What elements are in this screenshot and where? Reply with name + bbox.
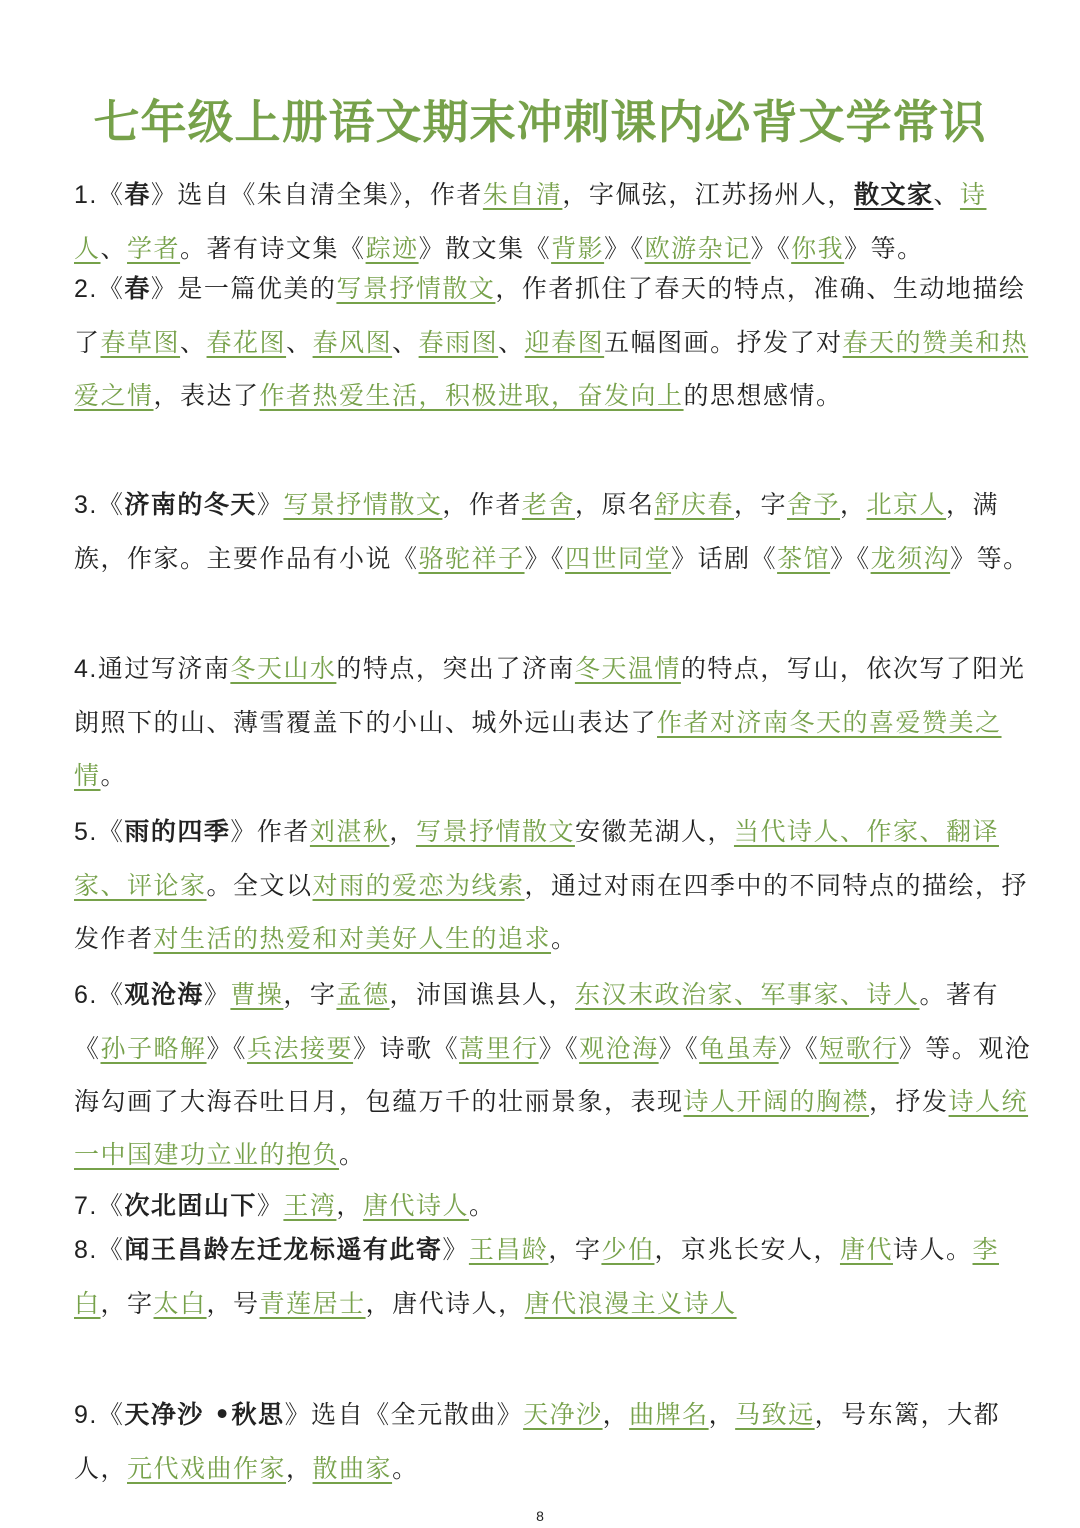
highlighted-term: 当代诗人、作家、翻译家、评论家	[74, 817, 999, 900]
highlighted-term: 老舍	[521, 490, 575, 519]
item-number: 7.	[74, 1192, 98, 1220]
item-text: ，表达了	[153, 381, 260, 410]
item-text: 。	[100, 761, 128, 790]
highlighted-term: 骆驼祥子	[418, 544, 525, 573]
item-text: 。	[551, 924, 578, 953]
highlighted-term: 冬天山水	[230, 654, 337, 683]
highlighted-term: 蒿里行	[459, 1034, 539, 1063]
work-title: 雨的四季	[124, 817, 231, 846]
highlighted-term: 李白	[74, 1235, 1000, 1318]
item-text: ，	[602, 1400, 630, 1429]
item-text: ，京兆长安人，	[654, 1235, 840, 1264]
item-text: ，通过对雨在四季中的不同特点的描绘，抒发作者	[74, 871, 1029, 953]
item-text: ，字	[283, 980, 337, 1009]
item-number: 2.	[74, 275, 98, 303]
item-text: ，作者抓住了春天的特点，准确、生动地描绘了	[74, 274, 1026, 357]
item-text: 》《	[778, 1034, 820, 1063]
highlighted-term: 写景抒情散文	[283, 490, 443, 519]
highlighted-term: 朱自清	[482, 180, 563, 209]
work-title: 散文家	[853, 180, 934, 209]
item-text: 》是一篇优美的	[150, 274, 337, 303]
highlighted-term: 唐代诗人	[362, 1191, 469, 1220]
item-text: 》散文集《	[418, 234, 552, 263]
highlighted-term: 唐代	[839, 1235, 893, 1264]
highlighted-term: 太白	[153, 1289, 207, 1318]
item-text: 《	[97, 817, 125, 846]
item-text: ，	[840, 490, 867, 519]
item-number: 1.	[74, 181, 98, 209]
list-item-3	[74, 478, 1036, 585]
item-text: ，沛国谯县人，	[389, 980, 575, 1009]
item-text: 》等。	[950, 544, 1030, 573]
highlighted-term: 舒庆春	[654, 490, 734, 519]
item-text: ，	[389, 817, 416, 846]
item-text: 的特点，写山，依次写了阳光朗照下的山、薄雪覆盖下的小山、城外远山表达了	[74, 654, 1026, 737]
item-text: 》选自《朱自清全集》，作者	[150, 180, 483, 209]
highlighted-term: 你我	[791, 234, 845, 263]
work-title: 天净沙 •秋思	[124, 1400, 285, 1429]
item-text: ，字	[100, 1289, 154, 1318]
item-text: 《	[97, 180, 125, 209]
highlighted-term: 少伯	[601, 1235, 655, 1264]
highlighted-term: 春雨图	[418, 328, 499, 357]
highlighted-term: 青莲居士	[259, 1289, 366, 1318]
work-title: 春	[124, 180, 151, 209]
highlighted-term: 曹操	[230, 980, 284, 1009]
highlighted-term: 短歌行	[819, 1034, 899, 1063]
item-text: 、	[392, 328, 419, 357]
highlighted-term: 春天的赞美和热爱之情	[74, 328, 1029, 410]
list-item-6	[74, 968, 1036, 1181]
highlighted-term: 背影	[551, 234, 605, 263]
item-number: 6.	[74, 981, 98, 1009]
item-text: ，号东篱，大都人，	[74, 1400, 1001, 1483]
highlighted-term: 春草图	[100, 328, 181, 357]
item-text: 、	[180, 328, 207, 357]
item-text: 五幅图画。抒发了对	[604, 328, 843, 357]
item-text: ，抒发	[869, 1087, 949, 1116]
item-text: ，原名	[574, 490, 655, 519]
highlighted-term: 东汉末政治家、军事家、诗人	[574, 980, 920, 1009]
highlighted-term: 曲牌名	[629, 1400, 709, 1429]
list-item-4	[74, 642, 1036, 802]
item-number: 4.	[74, 655, 98, 683]
item-text: ，字佩弦，江苏扬州人，	[562, 180, 854, 209]
item-number: 5.	[74, 818, 98, 846]
highlighted-term: 学者	[127, 234, 181, 263]
item-text: ，号	[206, 1289, 260, 1318]
highlighted-term: 王湾	[283, 1191, 337, 1220]
highlighted-term: 茶馆	[777, 544, 831, 573]
highlighted-term: 龙须沟	[870, 544, 951, 573]
item-text: ，	[708, 1400, 736, 1429]
highlighted-term: 孟德	[336, 980, 390, 1009]
item-number: 9.	[74, 1401, 98, 1429]
item-text: 诗人。	[892, 1235, 973, 1264]
item-text: 《	[97, 274, 125, 303]
item-text: 、	[100, 234, 128, 263]
item-text: 》《	[830, 544, 871, 573]
item-text: ，作者	[442, 490, 522, 519]
item-text: 》话剧《	[671, 544, 778, 573]
highlighted-term: 散曲家	[312, 1454, 393, 1483]
highlighted-term: 作者热爱生活，积极进取，奋发向上	[259, 381, 684, 410]
list-item-1	[74, 168, 1036, 275]
item-text: 通过写济南	[97, 654, 231, 683]
item-text: 》	[256, 490, 284, 519]
item-text: ，	[286, 1454, 313, 1483]
highlighted-term: 写景抒情散文	[336, 274, 496, 303]
item-text: 》《	[538, 1034, 580, 1063]
item-text: 的思想感情。	[683, 381, 843, 410]
item-text: 、	[286, 328, 313, 357]
item-text: 》《	[658, 1034, 700, 1063]
highlighted-term: 迎春图	[524, 328, 605, 357]
item-text: 。	[339, 1140, 366, 1169]
highlighted-term: 欧游杂记	[644, 234, 751, 263]
item-text: 》《	[750, 234, 792, 263]
highlighted-term: 唐代浪漫主义诗人	[524, 1289, 737, 1318]
work-title: 济南的冬天	[124, 490, 257, 519]
item-text: 、	[498, 328, 525, 357]
highlighted-term: 作者对济南冬天的喜爱赞美之情	[74, 708, 1002, 790]
item-text: 》等。	[844, 234, 924, 263]
item-text: 、	[933, 180, 960, 209]
page-title: 七年级上册语文期末冲刺课内必背文学常识	[93, 95, 987, 149]
item-text: 》选自《全元散曲》	[284, 1400, 524, 1429]
item-text: ，字	[548, 1235, 602, 1264]
highlighted-term: 马致远	[735, 1400, 815, 1429]
highlighted-term: 元代戏曲作家	[127, 1454, 287, 1483]
item-text: ，字	[733, 490, 787, 519]
item-text: ，唐代诗人，	[365, 1289, 525, 1318]
item-text: 》	[256, 1191, 284, 1220]
item-number: 3.	[74, 491, 98, 519]
work-title: 闻王昌龄左迁龙标遥有此寄	[124, 1235, 443, 1264]
page-number: 8	[536, 1508, 544, 1524]
item-text: 《	[97, 1191, 125, 1220]
item-text: 》等。观沧海勾画了大海吞吐日月，包蕴万千的壮丽景象，表现	[74, 1034, 1032, 1116]
highlighted-term: 龟虽寿	[699, 1034, 779, 1063]
item-text: 。	[392, 1454, 419, 1483]
highlighted-term: 王昌龄	[468, 1235, 549, 1264]
list-item-8	[74, 1223, 1036, 1330]
highlighted-term: 观沧海	[579, 1034, 659, 1063]
highlighted-term: 踪迹	[365, 234, 419, 263]
item-text: 的特点，突出了济南	[336, 654, 575, 683]
item-text: 。著有《	[74, 980, 999, 1063]
item-text: 《	[97, 490, 125, 519]
highlighted-term: 写景抒情散文	[415, 817, 575, 846]
item-text: 。	[468, 1191, 496, 1220]
work-title: 次北固山下	[124, 1191, 257, 1220]
item-text: 》	[442, 1235, 469, 1264]
list-item-5	[74, 805, 1036, 965]
item-text: 》作者	[230, 817, 310, 846]
highlighted-term: 刘湛秋	[309, 817, 390, 846]
item-text: 《	[97, 1235, 125, 1264]
work-title: 春	[124, 274, 151, 303]
highlighted-term: 春花图	[206, 328, 287, 357]
item-text: 。著有诗文集《	[180, 234, 366, 263]
highlighted-term: 诗人统一中国建功立业的抱负	[74, 1087, 1029, 1169]
highlighted-term: 孙子略解	[100, 1034, 207, 1063]
item-text: 。全文以	[206, 871, 313, 900]
highlighted-term: 春风图	[312, 328, 393, 357]
item-text: 》《	[604, 234, 645, 263]
work-title: 观沧海	[124, 980, 204, 1009]
highlighted-term: 四世同堂	[565, 544, 672, 573]
highlighted-term: 舍予	[787, 490, 841, 519]
item-text: 《	[97, 980, 125, 1009]
item-text: 》	[203, 980, 231, 1009]
item-text: ，	[336, 1191, 363, 1220]
list-item-9	[74, 1388, 1036, 1495]
item-text: 》《	[524, 544, 566, 573]
item-text: 》诗歌《	[353, 1034, 460, 1063]
item-text: 》《	[206, 1034, 248, 1063]
item-number: 8.	[74, 1236, 98, 1264]
highlighted-term: 北京人	[866, 490, 947, 519]
highlighted-term: 冬天温情	[574, 654, 681, 683]
highlighted-term: 诗人	[74, 180, 987, 263]
item-text: 安徽芜湖人，	[574, 817, 734, 846]
item-text: 《	[97, 1400, 125, 1429]
highlighted-term: 对雨的爱恋为线索	[312, 871, 525, 900]
highlighted-term: 对生活的热爱和对美好人生的追求	[153, 924, 552, 953]
item-text: ，满族，作家。主要作品有小说《	[74, 490, 1000, 573]
highlighted-term: 天净沙	[523, 1400, 603, 1429]
highlighted-term: 诗人开阔的胸襟	[683, 1087, 870, 1116]
highlighted-term: 兵法接要	[247, 1034, 354, 1063]
list-item-2	[74, 262, 1036, 422]
